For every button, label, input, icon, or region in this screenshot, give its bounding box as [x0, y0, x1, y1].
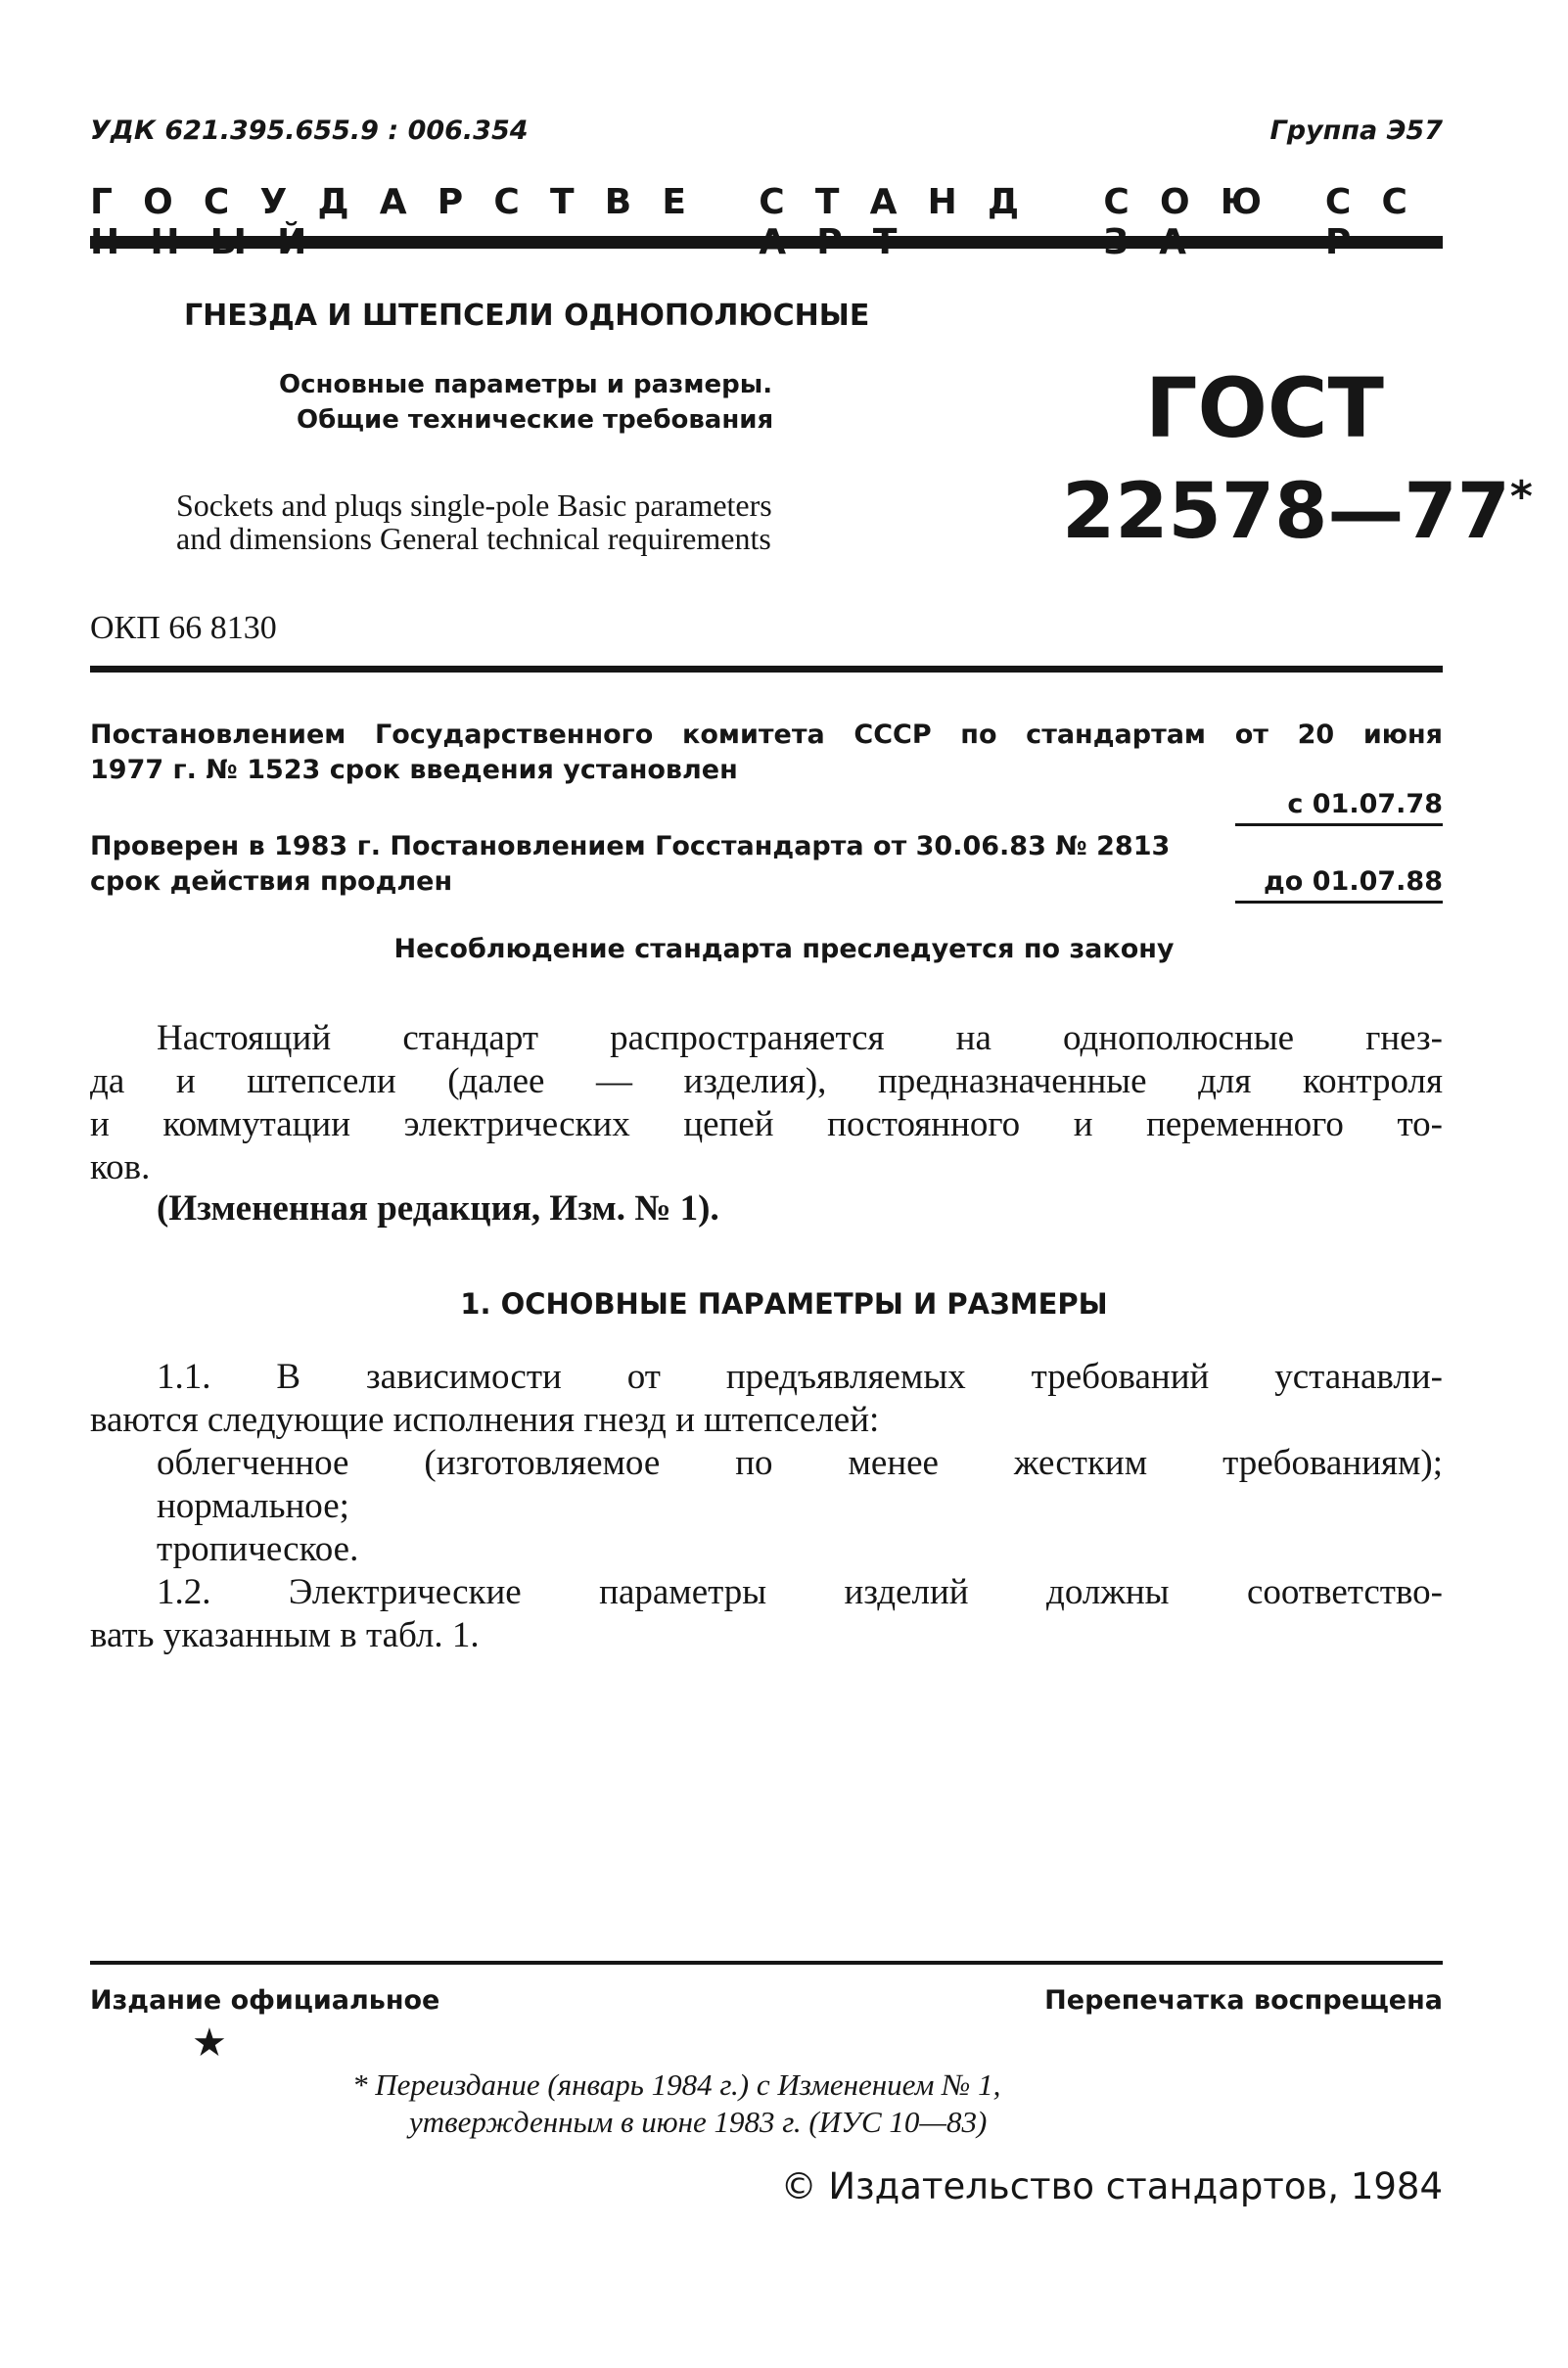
- clause-1-1-line-1: 1.1. В зависимости от предъявляемых требований устанавли-: [157, 1357, 1443, 1397]
- effective-date: с 01.07.78: [1287, 789, 1443, 819]
- reissue-footnote-line-2: утвержденным в июне 1983 г. (ИУС 10—83): [409, 2105, 988, 2139]
- section-heading: 1. ОСНОВНЫЕ ПАРАМЕТРЫ И РАЗМЕРЫ: [460, 1287, 1108, 1321]
- gost-number: [1062, 468, 1533, 556]
- decree-line-3: Проверен в 1983 г. Постановлением Госстандарта от 30.06.83 № 2813: [90, 831, 1171, 861]
- footer-divider: [90, 1961, 1443, 1965]
- variant-lightweight: облегченное (изготовляемое по менее жестким требованиям);: [157, 1443, 1443, 1483]
- group-code: Группа Э57: [1269, 116, 1443, 146]
- banner-word-union: С О Ю: [1103, 182, 1274, 222]
- extended-date-underline: [1235, 901, 1443, 904]
- title-divider: [90, 666, 1443, 673]
- variant-tropical: тропическое.: [157, 1529, 359, 1569]
- effective-date-underline: [1235, 823, 1443, 826]
- udc-code: УДК 621.395.655.9 : 006.354: [90, 116, 529, 146]
- decree-line-2: 1977 г. № 1523 срок введения установлен: [90, 755, 738, 785]
- state-standard-banner: [90, 182, 1443, 262]
- banner-word-standard: С Т А Н Д: [759, 182, 1032, 222]
- legal-notice: Несоблюдение стандарта преследуется по закону: [393, 934, 1175, 964]
- decree-line-1: Постановлением Государственного комитета СССР по стандартам от 20 июня: [90, 720, 1443, 750]
- english-title-line-1: Sockets and pluqs single-pole Basic parameters: [176, 488, 772, 523]
- banner-word-state: Г О С У Д А Р С Т В Е: [90, 182, 698, 222]
- copyright-notice: © Издательство стандартов, 1984: [780, 2165, 1443, 2207]
- star-icon: ★: [192, 2020, 227, 2065]
- gost-asterisk: *: [1509, 472, 1533, 522]
- amendment-note: (Измененная редакция, Изм. № 1).: [157, 1188, 719, 1229]
- subtitle-line-1: Основные параметры и размеры.: [279, 370, 773, 399]
- intro-line-4: ков.: [90, 1147, 151, 1187]
- intro-line-2: да и штепсели (далее — изделия), предназначенные для контроля: [90, 1061, 1443, 1101]
- banner-word-ssr: С С: [1324, 182, 1419, 222]
- official-edition-label: Издание официальное: [90, 1985, 440, 2016]
- gost-label: ГОСТ: [1145, 360, 1384, 456]
- document-title: ГНЕЗДА И ШТЕПСЕЛИ ОДНОПОЛЮСНЫЕ: [184, 299, 870, 333]
- intro-line-1: Настоящий стандарт распространяется на однополюсные гнез-: [157, 1018, 1443, 1058]
- clause-1-1-line-2: ваются следующие исполнения гнезд и штепселей:: [90, 1400, 880, 1440]
- english-title-line-2: and dimensions General technical requirements: [176, 521, 771, 556]
- gost-number-text: 22578—77: [1062, 468, 1510, 556]
- clause-1-2-line-2: вать указанным в табл. 1.: [90, 1615, 480, 1655]
- header-divider: [90, 236, 1443, 249]
- extended-date: до 01.07.88: [1264, 866, 1443, 897]
- subtitle-line-2: Общие технические требования: [297, 405, 774, 435]
- variant-normal: нормальное;: [157, 1486, 349, 1526]
- reprint-prohibited-label: Перепечатка воспрещена: [1044, 1985, 1443, 2016]
- clause-1-2-line-1: 1.2. Электрические параметры изделий должны соответство-: [157, 1572, 1443, 1612]
- decree-line-4: срок действия продлен: [90, 866, 453, 897]
- reissue-footnote-line-1: * Переиздание (январь 1984 г.) с Изменением № 1,: [352, 2067, 1001, 2102]
- intro-line-3: и коммутации электрических цепей постоянного и переменного то-: [90, 1104, 1443, 1144]
- okp-code: ОКП 66 8130: [90, 610, 277, 646]
